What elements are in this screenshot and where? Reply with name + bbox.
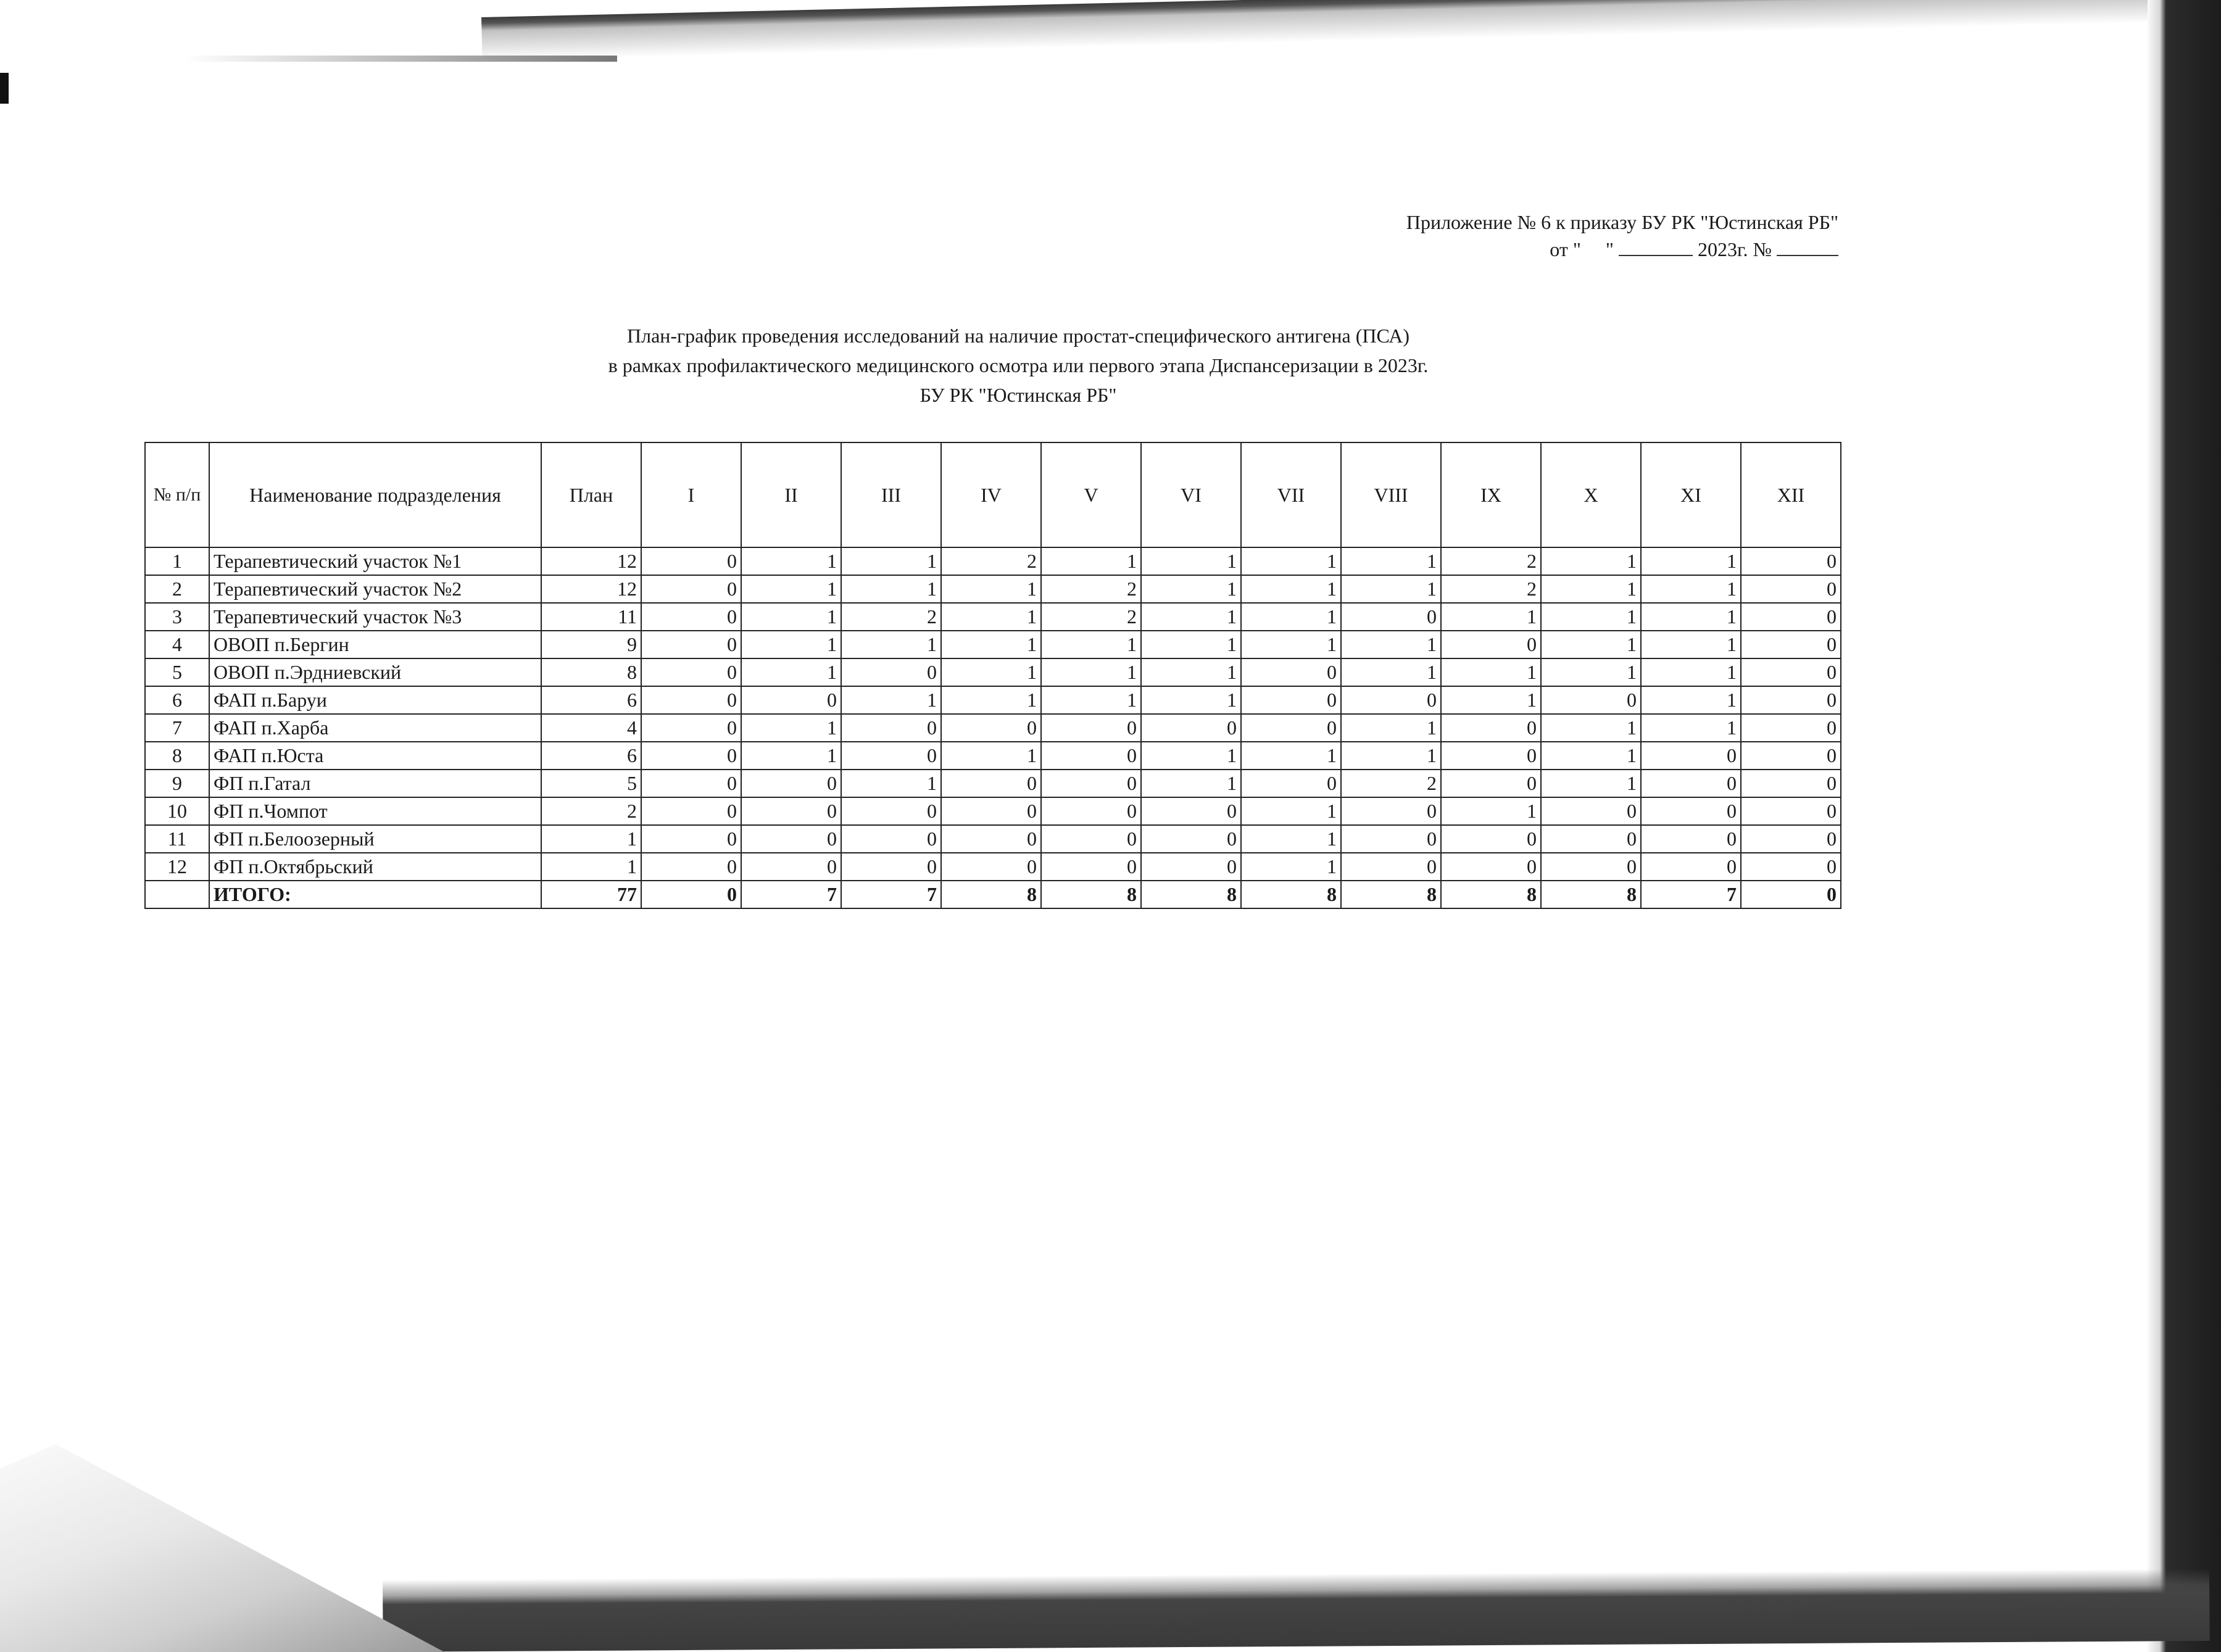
folded-corner <box>0 1407 444 1652</box>
row-number-cell: 9 <box>145 770 209 797</box>
department-name-cell: ФАП п.Баруи <box>209 686 541 714</box>
value-cell: 1 <box>841 575 941 603</box>
value-cell: 1 <box>1641 547 1741 575</box>
value-cell: 0 <box>1741 686 1841 714</box>
appendix-header <box>1406 209 1838 263</box>
value-cell: 1 <box>1241 853 1341 881</box>
value-cell: 1 <box>1541 714 1641 742</box>
value-cell: 0 <box>641 575 741 603</box>
value-cell: 1 <box>1241 825 1341 853</box>
value-cell: 1 <box>841 686 941 714</box>
value-cell: 1 <box>1541 603 1641 631</box>
value-cell: 0 <box>841 742 941 770</box>
value-cell: 1 <box>841 631 941 658</box>
value-cell: 1 <box>1241 631 1341 658</box>
title-line-2: в рамках профилактического медицинского осмотра или первого этапа Диспансеризации в 2023г. <box>608 354 1429 376</box>
department-name-cell: Терапевтический участок №1 <box>209 547 541 575</box>
value-cell: 1 <box>1441 658 1541 686</box>
column-header: I <box>641 442 741 547</box>
value-cell: 0 <box>941 770 1041 797</box>
appendix-date-quote: " <box>1605 238 1614 260</box>
column-header: VI <box>1141 442 1241 547</box>
value-cell: 1 <box>741 658 841 686</box>
value-cell: 0 <box>1641 825 1741 853</box>
value-cell: 0 <box>641 658 741 686</box>
value-cell: 0 <box>1741 770 1841 797</box>
table-row <box>145 603 1841 631</box>
value-cell: 1 <box>541 825 641 853</box>
total-value-cell: 8 <box>1141 881 1241 908</box>
row-number-cell: 5 <box>145 658 209 686</box>
value-cell: 0 <box>1341 825 1441 853</box>
total-value-cell: 7 <box>841 881 941 908</box>
scan-right-edge <box>2148 0 2221 1652</box>
value-cell: 0 <box>1741 631 1841 658</box>
value-cell: 0 <box>641 770 741 797</box>
value-cell: 0 <box>1741 575 1841 603</box>
appendix-line-1: Приложение № 6 к приказу БУ РК "Юстинская РБ" <box>1406 211 1838 233</box>
value-cell: 11 <box>541 603 641 631</box>
value-cell: 1 <box>1341 742 1441 770</box>
value-cell: 1 <box>1141 742 1241 770</box>
schedule-table <box>144 442 1841 909</box>
total-value-cell: 8 <box>1241 881 1341 908</box>
value-cell: 1 <box>1141 686 1241 714</box>
value-cell: 0 <box>1741 797 1841 825</box>
column-header: II <box>741 442 841 547</box>
total-label-cell: ИТОГО: <box>209 881 541 908</box>
value-cell: 1 <box>1641 714 1741 742</box>
value-cell: 0 <box>1241 714 1341 742</box>
value-cell: 1 <box>1241 603 1341 631</box>
value-cell: 0 <box>841 714 941 742</box>
total-row <box>145 881 1841 908</box>
column-header: План <box>541 442 641 547</box>
value-cell: 0 <box>1041 742 1141 770</box>
value-cell: 0 <box>841 658 941 686</box>
department-name-cell: ФП п.Белоозерный <box>209 825 541 853</box>
value-cell: 1 <box>1241 797 1341 825</box>
value-cell: 0 <box>1441 770 1541 797</box>
value-cell: 1 <box>841 547 941 575</box>
value-cell: 1 <box>1441 797 1541 825</box>
value-cell: 1 <box>1141 658 1241 686</box>
value-cell: 0 <box>1641 742 1741 770</box>
row-number-cell: 10 <box>145 797 209 825</box>
value-cell: 0 <box>941 825 1041 853</box>
table-row <box>145 658 1841 686</box>
row-number-cell: 4 <box>145 631 209 658</box>
total-value-cell: 7 <box>1641 881 1741 908</box>
value-cell: 1 <box>1641 686 1741 714</box>
value-cell: 2 <box>541 797 641 825</box>
value-cell: 0 <box>1041 714 1141 742</box>
value-cell: 2 <box>1441 575 1541 603</box>
row-number-cell: 2 <box>145 575 209 603</box>
row-number-cell: 3 <box>145 603 209 631</box>
value-cell: 1 <box>1141 603 1241 631</box>
value-cell: 0 <box>641 825 741 853</box>
total-value-cell: 8 <box>941 881 1041 908</box>
value-cell: 2 <box>841 603 941 631</box>
value-cell: 0 <box>1341 603 1441 631</box>
value-cell: 1 <box>1541 770 1641 797</box>
value-cell: 0 <box>641 853 741 881</box>
value-cell: 0 <box>841 853 941 881</box>
table-row <box>145 797 1841 825</box>
value-cell: 1 <box>1141 547 1241 575</box>
value-cell: 1 <box>1641 575 1741 603</box>
value-cell: 2 <box>1041 603 1141 631</box>
table-row <box>145 825 1841 853</box>
table-row <box>145 770 1841 797</box>
value-cell: 0 <box>1141 714 1241 742</box>
table-row <box>145 742 1841 770</box>
value-cell: 0 <box>741 853 841 881</box>
value-cell: 1 <box>1541 547 1641 575</box>
value-cell: 1 <box>941 686 1041 714</box>
value-cell: 1 <box>841 770 941 797</box>
value-cell: 1 <box>941 575 1041 603</box>
value-cell: 0 <box>741 797 841 825</box>
value-cell: 1 <box>741 547 841 575</box>
value-cell: 0 <box>641 797 741 825</box>
column-header: № п/п <box>145 442 209 547</box>
value-cell: 1 <box>541 853 641 881</box>
value-cell: 0 <box>741 825 841 853</box>
table-row <box>145 686 1841 714</box>
title-line-1: План-график проведения исследований на наличие простат-специфического антигена (ПСА) <box>626 325 1409 347</box>
value-cell: 0 <box>1141 825 1241 853</box>
value-cell: 0 <box>1141 853 1241 881</box>
value-cell: 0 <box>941 797 1041 825</box>
total-value-cell: 8 <box>1541 881 1641 908</box>
table-row <box>145 714 1841 742</box>
value-cell: 1 <box>741 603 841 631</box>
appendix-year: 2023г. № <box>1697 238 1772 260</box>
department-name-cell: ФАП п.Харба <box>209 714 541 742</box>
value-cell: 1 <box>1141 770 1241 797</box>
table-row <box>145 631 1841 658</box>
value-cell: 1 <box>1341 575 1441 603</box>
value-cell: 2 <box>1041 575 1141 603</box>
total-value-cell: 7 <box>741 881 841 908</box>
scan-top-edge-fade <box>185 56 617 62</box>
value-cell: 2 <box>1441 547 1541 575</box>
column-header: III <box>841 442 941 547</box>
department-name-cell: ФАП п.Юста <box>209 742 541 770</box>
row-number-cell: 8 <box>145 742 209 770</box>
value-cell: 1 <box>741 631 841 658</box>
value-cell: 0 <box>1441 825 1541 853</box>
value-cell: 12 <box>541 547 641 575</box>
scan-top-edge <box>481 0 2148 60</box>
department-name-cell: ФП п.Октябрьский <box>209 853 541 881</box>
value-cell: 1 <box>1241 742 1341 770</box>
scan-left-mark <box>0 73 9 104</box>
table-row <box>145 575 1841 603</box>
appendix-month-blank <box>1619 236 1693 256</box>
value-cell: 0 <box>1741 825 1841 853</box>
value-cell: 1 <box>1241 547 1341 575</box>
value-cell: 12 <box>541 575 641 603</box>
column-header: X <box>1541 442 1641 547</box>
value-cell: 0 <box>641 631 741 658</box>
value-cell: 0 <box>1041 825 1141 853</box>
value-cell: 0 <box>1541 825 1641 853</box>
row-number-cell: 6 <box>145 686 209 714</box>
value-cell: 0 <box>841 825 941 853</box>
department-name-cell: Терапевтический участок №2 <box>209 575 541 603</box>
value-cell: 0 <box>1041 853 1141 881</box>
value-cell: 1 <box>741 714 841 742</box>
value-cell: 1 <box>741 742 841 770</box>
value-cell: 0 <box>641 686 741 714</box>
value-cell: 0 <box>1441 714 1541 742</box>
total-value-cell: 8 <box>1441 881 1541 908</box>
value-cell: 1 <box>1441 686 1541 714</box>
appendix-line-2 <box>1406 236 1838 263</box>
value-cell: 1 <box>1641 658 1741 686</box>
value-cell: 1 <box>1041 631 1141 658</box>
value-cell: 0 <box>1541 797 1641 825</box>
value-cell: 0 <box>1741 658 1841 686</box>
column-header: VII <box>1241 442 1341 547</box>
department-name-cell: ФП п.Гатал <box>209 770 541 797</box>
value-cell: 0 <box>1741 547 1841 575</box>
value-cell: 0 <box>941 714 1041 742</box>
value-cell: 0 <box>1741 603 1841 631</box>
value-cell: 2 <box>1341 770 1441 797</box>
value-cell: 0 <box>1541 686 1641 714</box>
value-cell: 1 <box>1541 742 1641 770</box>
value-cell: 8 <box>541 658 641 686</box>
value-cell: 1 <box>1441 603 1541 631</box>
department-name-cell: ОВОП п.Эрдниевский <box>209 658 541 686</box>
value-cell: 0 <box>1641 853 1741 881</box>
total-value-cell: 8 <box>1341 881 1441 908</box>
row-number-cell: 7 <box>145 714 209 742</box>
department-name-cell: ОВОП п.Бергин <box>209 631 541 658</box>
value-cell: 0 <box>1641 797 1741 825</box>
value-cell: 0 <box>1441 853 1541 881</box>
value-cell: 0 <box>1341 686 1441 714</box>
appendix-date-prefix: от " <box>1550 238 1581 260</box>
value-cell: 0 <box>941 853 1041 881</box>
department-name-cell: Терапевтический участок №3 <box>209 603 541 631</box>
column-header: V <box>1041 442 1141 547</box>
department-name-cell: ФП п.Чомпот <box>209 797 541 825</box>
value-cell: 1 <box>941 658 1041 686</box>
row-number-cell: 1 <box>145 547 209 575</box>
row-number-cell: 12 <box>145 853 209 881</box>
value-cell: 1 <box>741 575 841 603</box>
value-cell: 5 <box>541 770 641 797</box>
value-cell: 1 <box>1241 575 1341 603</box>
document-title <box>432 321 1605 410</box>
value-cell: 0 <box>1241 770 1341 797</box>
value-cell: 0 <box>741 686 841 714</box>
value-cell: 0 <box>1641 770 1741 797</box>
value-cell: 1 <box>1341 631 1441 658</box>
value-cell: 0 <box>1041 797 1141 825</box>
value-cell: 1 <box>1041 547 1141 575</box>
value-cell: 1 <box>1541 658 1641 686</box>
value-cell: 0 <box>841 797 941 825</box>
value-cell: 0 <box>641 714 741 742</box>
value-cell: 0 <box>641 603 741 631</box>
value-cell: 0 <box>1141 797 1241 825</box>
value-cell: 0 <box>1741 853 1841 881</box>
value-cell: 6 <box>541 686 641 714</box>
column-header: XII <box>1741 442 1841 547</box>
total-value-cell <box>145 881 209 908</box>
value-cell: 1 <box>1641 631 1741 658</box>
value-cell: 1 <box>941 742 1041 770</box>
total-value-cell: 8 <box>1041 881 1141 908</box>
column-header: IX <box>1441 442 1541 547</box>
value-cell: 0 <box>1541 853 1641 881</box>
column-header: Наименование подразделения <box>209 442 541 547</box>
total-value-cell: 0 <box>641 881 741 908</box>
column-header: IV <box>941 442 1041 547</box>
title-line-3: БУ РК "Юстинская РБ" <box>920 384 1117 406</box>
value-cell: 1 <box>1141 631 1241 658</box>
value-cell: 0 <box>1241 658 1341 686</box>
value-cell: 0 <box>1441 631 1541 658</box>
value-cell: 0 <box>641 742 741 770</box>
column-header: VIII <box>1341 442 1441 547</box>
table-row <box>145 853 1841 881</box>
value-cell: 0 <box>1241 686 1341 714</box>
value-cell: 1 <box>1341 547 1441 575</box>
value-cell: 6 <box>541 742 641 770</box>
value-cell: 1 <box>941 631 1041 658</box>
value-cell: 0 <box>1441 742 1541 770</box>
value-cell: 1 <box>1641 603 1741 631</box>
value-cell: 0 <box>1341 797 1441 825</box>
value-cell: 1 <box>1041 658 1141 686</box>
column-header: XI <box>1641 442 1741 547</box>
value-cell: 1 <box>941 603 1041 631</box>
value-cell: 1 <box>1341 714 1441 742</box>
value-cell: 0 <box>1041 770 1141 797</box>
value-cell: 0 <box>1341 853 1441 881</box>
total-value-cell: 0 <box>1741 881 1841 908</box>
table-row <box>145 547 1841 575</box>
value-cell: 0 <box>1741 742 1841 770</box>
appendix-number-blank <box>1777 236 1838 256</box>
value-cell: 1 <box>1041 686 1141 714</box>
value-cell: 0 <box>741 770 841 797</box>
row-number-cell: 11 <box>145 825 209 853</box>
value-cell: 1 <box>1341 658 1441 686</box>
scan-bottom-edge <box>383 1569 2210 1652</box>
value-cell: 0 <box>1741 714 1841 742</box>
value-cell: 2 <box>941 547 1041 575</box>
value-cell: 1 <box>1141 575 1241 603</box>
total-value-cell: 77 <box>541 881 641 908</box>
value-cell: 4 <box>541 714 641 742</box>
table-header-row <box>145 442 1841 547</box>
value-cell: 0 <box>641 547 741 575</box>
value-cell: 1 <box>1541 575 1641 603</box>
value-cell: 1 <box>1541 631 1641 658</box>
value-cell: 9 <box>541 631 641 658</box>
